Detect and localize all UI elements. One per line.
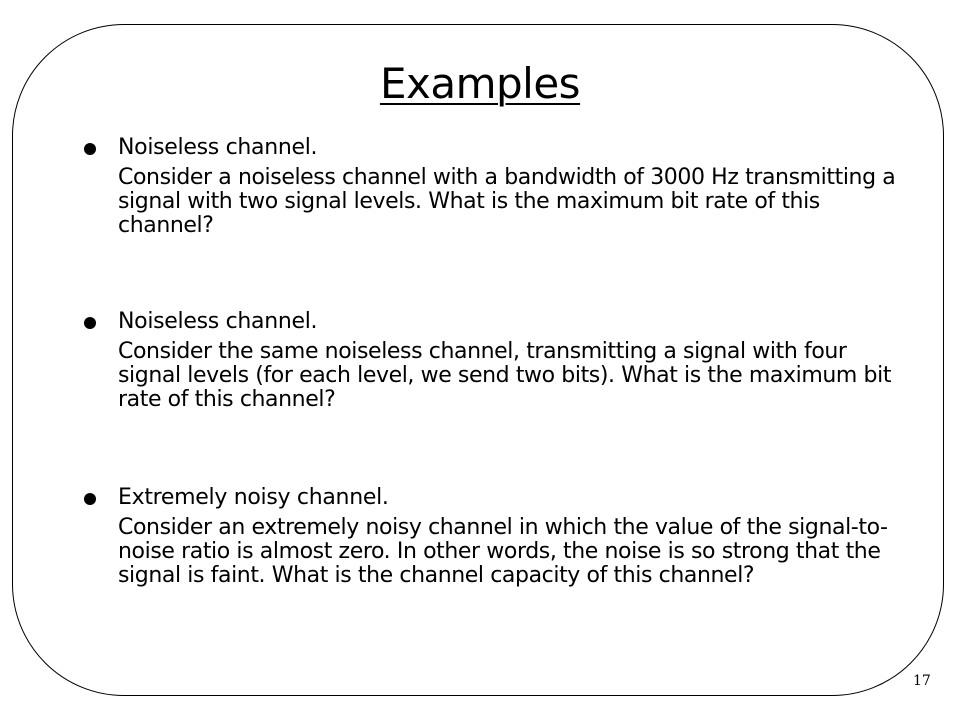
example-item-3 bbox=[84, 484, 904, 588]
bullet-icon bbox=[84, 143, 96, 155]
example-item-1 bbox=[84, 134, 904, 238]
bullet-icon bbox=[84, 493, 96, 505]
example-item-2 bbox=[84, 308, 904, 412]
example-heading-1: Noiseless channel. bbox=[118, 135, 318, 160]
example-body-2: Consider the same noiseless channel, transmitting a signal with four signal levels (for each level, we send two bits). What is the maximum bit rate of this channel? bbox=[118, 339, 892, 412]
slide-title: Examples bbox=[379, 59, 581, 108]
example-heading-3: Extremely noisy channel. bbox=[118, 485, 389, 510]
example-body-3: Consider an extremely noisy channel in which the value of the signal-to-noise ratio is almost zero. In other words, the noise is so strong that the signal is faint. What is the channel capacity of this channel? bbox=[118, 515, 888, 588]
page-number: 17 bbox=[913, 673, 931, 689]
example-heading-2: Noiseless channel. bbox=[118, 309, 318, 334]
example-body-1: Consider a noiseless channel with a bandwidth of 3000 Hz transmitting a signal with two signal levels. What is the maximum bit rate of this channel? bbox=[118, 165, 896, 238]
bullet-icon bbox=[84, 317, 96, 329]
